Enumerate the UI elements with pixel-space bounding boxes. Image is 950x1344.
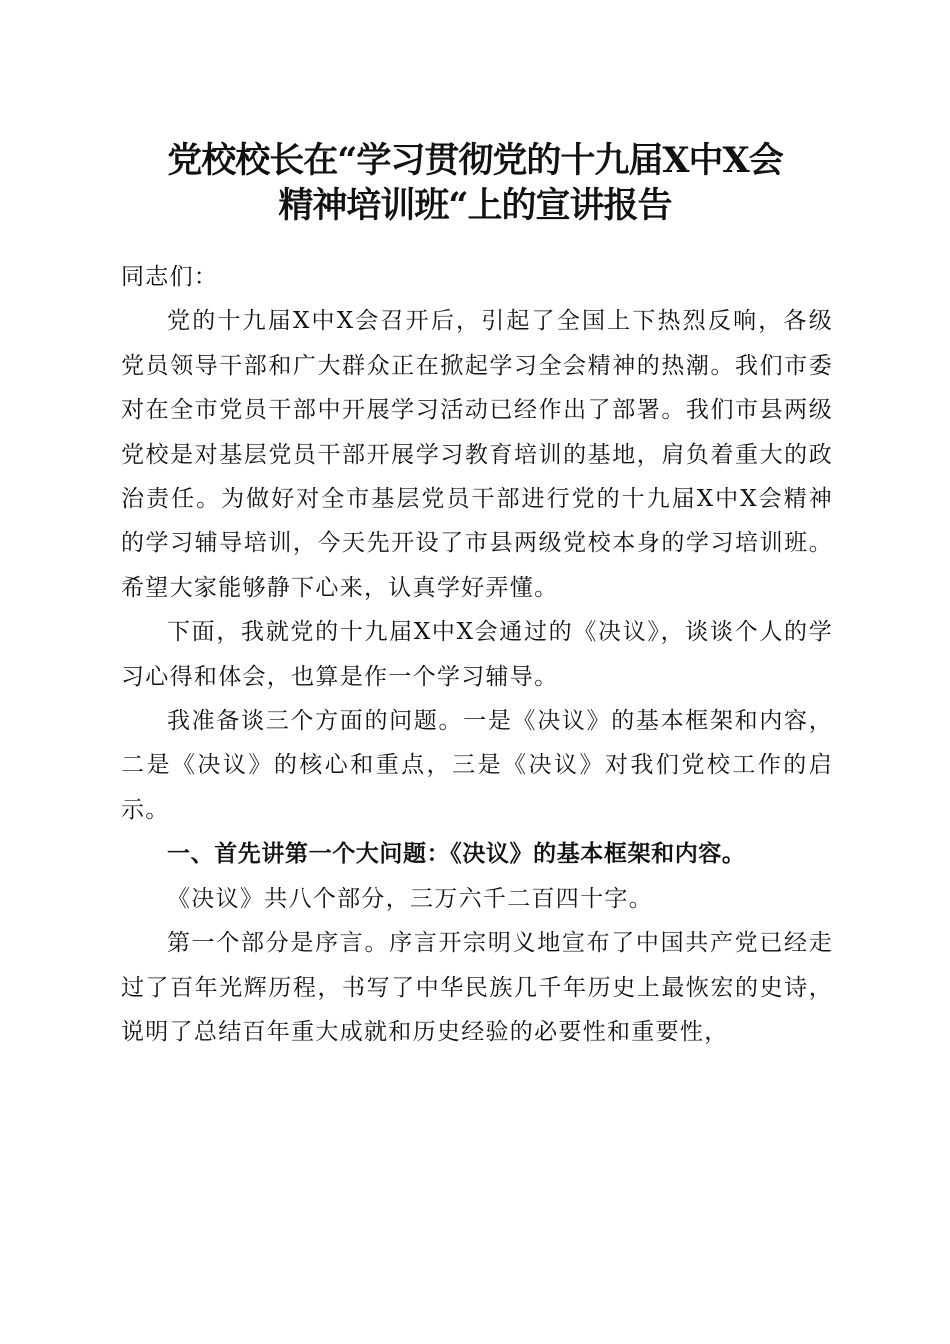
paragraph-outline: 下面，我就党的十九届X中X会通过的《决议》，谈谈个人的学习心得和体会，也算是作一个学习辅导。 bbox=[121, 619, 833, 690]
document-title-line-1: 党校校长在“学习贯彻党的十九届X中X会 bbox=[167, 140, 783, 181]
salutation: 同志们： bbox=[121, 264, 219, 290]
section-heading: 一、首先讲第一个大问题：《决议》的基本框架和内容。 bbox=[167, 841, 746, 868]
document-body bbox=[121, 255, 833, 1054]
paragraph-three-topics: 我准备谈三个方面的问题。一是《决议》的基本框架和内容，二是《决议》的核心和重点，三是《决议》对我们党校工作的启示。 bbox=[121, 708, 833, 823]
document-title-line-2: 精神培训班“上的宣讲报告 bbox=[278, 185, 672, 226]
paragraph-preface: 第一个部分是序言。序言开宗明义地宣布了中国共产党已经走过了百年光辉历程，书写了中华民族几千年历史上最恢宏的史诗，说明了总结百年重大成就和历史经验的必要性和重要性， bbox=[121, 930, 833, 1045]
paragraph-structure: 《决议》共八个部分，三万六千二百四十字。 bbox=[167, 885, 653, 912]
paragraph-intro: 党的十九届X中X会召开后，引起了全国上下热烈反响，各级党员领导干部和广大群众正在掀起学习全会精神的热潮。我们市委对在全市党员干部中开展学习活动已经作出了部署。我们市县两级党校是对基层党员干部开展学习教育培训的基地，肩负着重大的政治责任。为做好对全市基层党员干部进行党的十九届X中X会精神的学习辅导培训，今天先开设了市县两级党校本身的学习培训班。希望大家能够静下心来，认真学好弄懂。 bbox=[121, 308, 833, 601]
